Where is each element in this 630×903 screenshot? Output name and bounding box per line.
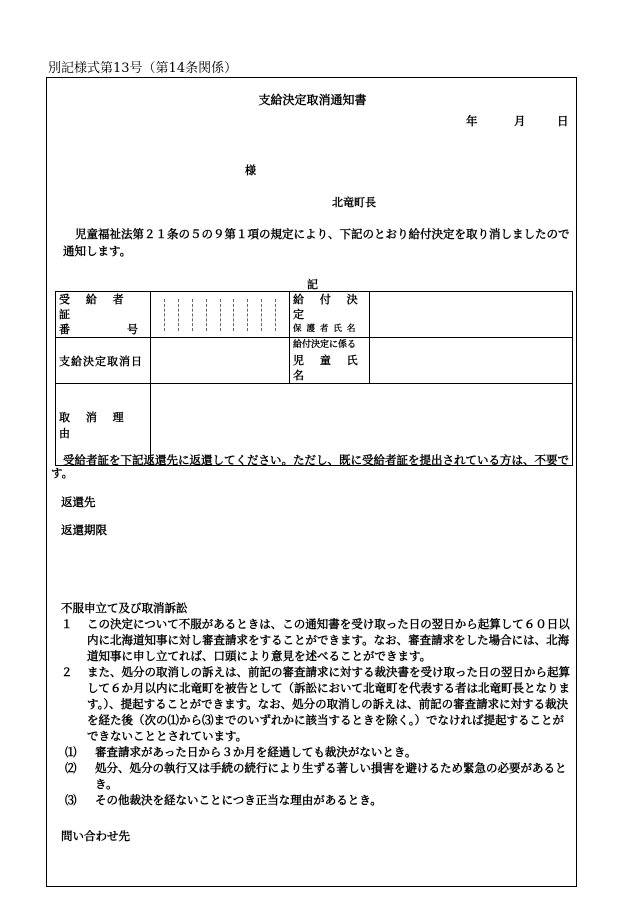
appeal-heading: 不服申立て及び取消訴訟 — [61, 601, 188, 615]
details-table — [55, 291, 573, 466]
notice-frame — [46, 77, 577, 887]
appeal-item-text: この決定について不服があるときは、この通知書を受け取った日の翌日から起算して６０日以内に北海道知事に対し審査請求をすることができます。なお、審査請求をした場合には、北海道知事に申し立てれば、口頭により意見を述べることができます。 — [87, 617, 570, 663]
appeal-item-number: ２ — [61, 665, 73, 679]
benefit-label-line1: 給 付 決 定 — [293, 293, 364, 321]
benefit-label-line2: 保 護 者 氏 名 — [293, 324, 357, 334]
appeal-item-number: １ — [61, 617, 73, 631]
return-notice-text: 受給者証を下記返還先に返還してください。ただし、既に受給者証を提出されている方は、不要です。 — [51, 453, 569, 480]
addressee-suffix: 様 — [245, 164, 256, 177]
cancel-date-cell[interactable] — [151, 338, 290, 384]
child-label-line2: 児 童 氏 名 — [293, 354, 364, 382]
issuer-name: 北竜町長 — [332, 196, 376, 209]
reason-label: 取 消 理 由 — [56, 384, 151, 466]
appeal-subitem-text: 審査請求があった日から３か月を経過しても裁決がないとき。 — [95, 745, 417, 759]
date-month-label: 月 — [514, 114, 526, 128]
appeal-subitem-2 — [61, 760, 573, 792]
cancel-date-label: 支給決定取消日 — [56, 338, 151, 384]
guardian-name-cell[interactable] — [370, 292, 573, 338]
cert-number-digit-boxes — [151, 299, 289, 331]
benefit-guardian-label — [290, 292, 370, 338]
appeal-subitem-3 — [61, 792, 573, 808]
form-number-label: 別記様式第13号（第14条関係） — [48, 61, 238, 76]
appeal-subitem-text: 処分、処分の執行又は手続の続行により生ずる著しい損害を避けるため緊急の必要があるとき。 — [95, 761, 567, 791]
appeal-subitem-number: ⑵ — [65, 761, 77, 775]
ki-heading: 記 — [307, 278, 318, 291]
child-name-label — [290, 338, 370, 384]
return-notice — [51, 454, 576, 480]
cert-number-label — [56, 292, 151, 338]
cert-number-label-line2: 番 号 — [59, 323, 144, 336]
return-to-label: 返還先 — [61, 495, 96, 509]
cert-number-cells[interactable] — [151, 292, 290, 338]
appeal-section — [61, 600, 573, 808]
inquiry-label: 問い合わせ先 — [61, 829, 130, 843]
document-title: 支給決定取消通知書 — [258, 93, 367, 107]
notice-body: 児童福祉法第２１条の５の９第１項の規定により、下記のとおり給付決定を取り消しましたので通知します。 — [63, 227, 570, 258]
appeal-subitem-number: ⑶ — [65, 793, 77, 807]
date-day-label: 日 — [557, 114, 569, 128]
appeal-item-2 — [61, 664, 573, 744]
appeal-subitem-text: その他裁決を経ないことにつき正当な理由があるとき。 — [95, 793, 382, 807]
appeal-item-text: また、処分の取消しの訴えは、前記の審査請求に対する裁決書を受け取った日の翌日から起算して６か月以内に北竜町を被告として（訴訟において北竜町を代表する者は北竜町長となります。）、提起することができます。なお、処分の取消しの訴えは、前記の審査請求に対する裁決を経た後（次の⑴から⑶までのいずれかに該当するときを除く。）でなければ提起することができないこととされています。 — [87, 665, 570, 743]
appeal-subitem-1 — [61, 744, 573, 760]
appeal-item-1 — [61, 616, 573, 664]
appeal-subitem-number: ⑴ — [65, 745, 77, 759]
date-year-label: 年 — [466, 114, 478, 128]
child-label-line1: 給付決定に係る — [293, 340, 357, 350]
return-deadline-label: 返還期限 — [61, 523, 107, 537]
cert-number-label-line1: 受 給 者 証 — [59, 293, 130, 321]
child-name-cell[interactable] — [370, 338, 573, 384]
